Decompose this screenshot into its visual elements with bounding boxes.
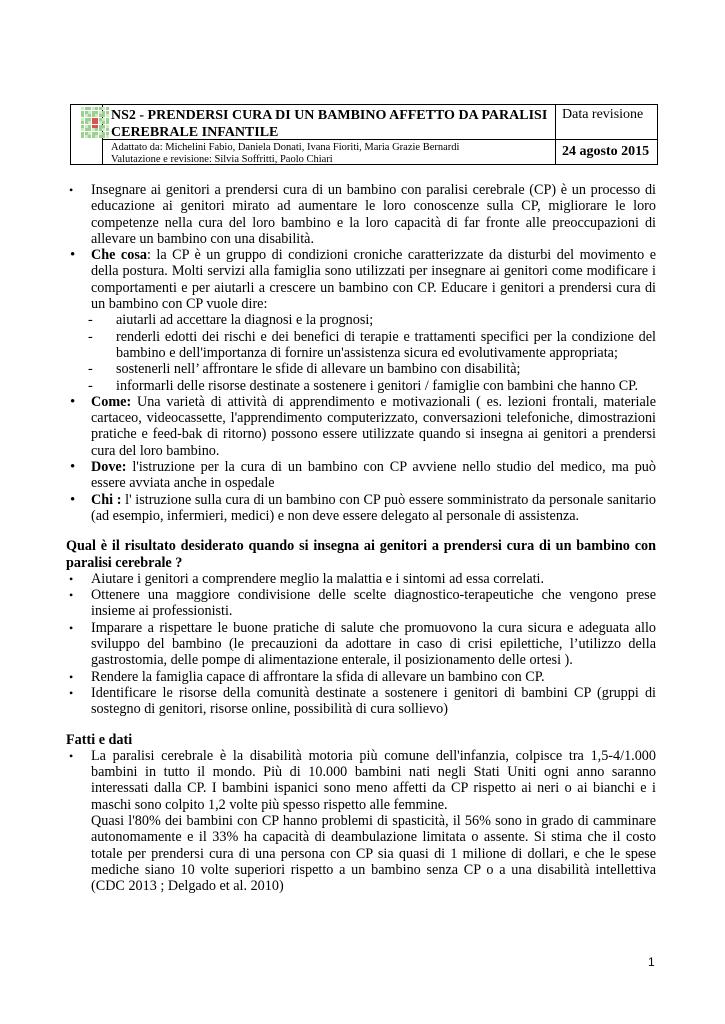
bullet-icon: •: [69, 685, 74, 700]
list-item: [66, 571, 656, 587]
sub-item-text: informarli delle risorse destinate a sostenere i genitori / famiglie con bambini che hanno CP.: [116, 377, 639, 394]
dash-icon: -: [88, 312, 93, 329]
fatti-paragraph: Quasi l'80% dei bambini con CP hanno problemi di spasticità, il 56% sono in grado di camminare autonomamente e il 33% ha capacità di deambulazione limitata o assente. Si stima che il costo totale per prendersi cura di una persona con CP sia quasi di 1 milione di dollari, e che le spese mediche siano 10 volte superiori rispetto a un bambino senza CP o a una disabilità intellettiva (CDC 2013 ; Delgado et al. 2010): [91, 812, 656, 895]
bullet-icon: •: [69, 183, 74, 197]
dove-item: [66, 459, 656, 492]
intro-text: Insegnare ai genitori a prendersi cura di un bambino con paralisi cerebrale (CP) è un processo di educazione ai genitori mirato ad aumentare le loro conoscenze sulla CP, migliorare le loro competenze nella cura del loro bambino e la loro capacità di far fronte alle preoccupazioni di allevare un bambino con una disabilità.: [91, 182, 656, 247]
sub-item: [66, 329, 656, 362]
dove-text: l'istruzione per la cura di un bambino con CP avviene nello studio del medico, ma può essere avviata anche in ospedale: [91, 459, 656, 492]
bullet-icon: •: [70, 393, 76, 410]
dash-icon: -: [88, 328, 93, 345]
list-item: [66, 587, 656, 620]
risultato-heading: Qual è il risultato desiderato quando si insegna ai genitori a prendersi cura di un bambino con paralisi cerebrale ?: [66, 538, 656, 571]
header-table: [70, 104, 658, 165]
come-item: [66, 394, 656, 459]
fatti-item: [66, 748, 656, 895]
document-body: [66, 182, 656, 894]
intro-item: [66, 182, 656, 247]
sub-item-text: sostenerli nell’ affrontare le sfide di allevare un bambino con disabilità;: [116, 361, 521, 378]
chi-text: l' istruzione sulla cura di un bambino con CP può essere somministrato da personale sanitario (ad esempio, infermieri, medici) e non deve essere delegato al personale di assistenza.: [91, 491, 656, 524]
bullet-icon: •: [69, 620, 74, 635]
list-item-text: Aiutare i genitori a comprendere meglio la malattia e i sintomi ad essa correlati.: [91, 570, 545, 587]
come-label: Come:: [91, 393, 132, 410]
che-cosa-label: Che cosa: [91, 247, 147, 264]
page-number: 1: [648, 955, 655, 969]
list-item: [66, 685, 656, 718]
dash-icon: -: [88, 377, 93, 394]
bullet-icon: •: [70, 491, 76, 508]
sub-item: [66, 312, 656, 328]
come-text: Una varietà di attività di apprendimento e motivazionali ( es. lezioni frontali, materiale cartaceo, videocassette, l'apprendimento computerizzato, conversazioni telefoniche, dimostrazioni pratiche e feed-bak di ritorno) possono essere utilizzate quando si insegna ai genitori a prendersi cura del loro bambino.: [91, 393, 656, 459]
dove-label: Dove:: [91, 459, 127, 476]
list-item-text: Imparare a rispettare le buone pratiche di salute che promuovono la cura sicura e adeguata allo sviluppo del bambino (le precauzioni da adottare in caso di crisi epilettiche, l’utilizzo della gastrostomia, delle pompe di alimentazione enterale, il posizionamento delle ortesi ).: [91, 619, 656, 669]
bullet-icon: •: [70, 459, 76, 476]
adapted-by: Adattato da: Michelini Fabio, Daniela Donati, Ivana Fioriti, Maria Grazie Bernardi: [111, 142, 460, 153]
list-item-text: Rendere la famiglia capace di affrontare la sfida di allevare un bambino con CP.: [91, 668, 545, 685]
list-item-text: Ottenere una maggiore condivisione delle scelte diagnostico-terapeutiche che vengono prese insieme ai professionisti.: [91, 587, 656, 620]
fatti-heading: Fatti e dati: [66, 731, 133, 748]
credits: [111, 142, 561, 166]
sub-item-text: aiutarli ad accettare la diagnosi e la prognosi;: [116, 312, 374, 329]
che-cosa-text: : la CP è un gruppo di condizioni croniche caratterizzate da disturbi del movimento e della postura. Molti servizi alla famiglia sono utilizzati per insegnare ai genitori come modificare i comportamenti e per aiutarli a crescere un bambino con CP. Educare i genitori a prendersi cura di un bambino con CP vuole dire:: [91, 247, 656, 313]
revision-date: 24 agosto 2015: [562, 144, 650, 159]
chi-item: [66, 492, 656, 525]
review-by: Valutazione e revisione: Silvia Soffritti, Paolo Chiari: [111, 154, 333, 165]
bullet-icon: •: [69, 571, 74, 586]
revision-label: Data revisione: [562, 107, 644, 122]
bullet-icon: •: [70, 247, 76, 264]
fatti-paragraph: La paralisi cerebrale è la disabilità motoria più comune dell'infanzia, colpisce tra 1,5-4/1.000 bambini in tutto il mondo. Più di 10.000 bambini nati negli Stati Uniti ogni anno saranno interessati dalla CP. I bambini ispanici sono meno affetti da CP rispetto ai neri o ai bianchi e i maschi sono colpito 1,2 volte più spesso rispetto alle femmine.: [91, 747, 656, 813]
sub-item: [66, 378, 656, 394]
bullet-icon: •: [69, 748, 74, 763]
list-item: [66, 620, 656, 669]
sub-item-text: renderli edotti dei rischi e dei benefici di terapie e trattamenti specifici per la condizione del bambino e dell'importanza di fornire un'assistenza sicura ed evolutivamente appropriata;: [116, 328, 656, 361]
logo-dot: [106, 135, 109, 138]
bullet-icon: •: [69, 588, 74, 603]
list-item: [66, 669, 656, 685]
organization-logo: [81, 107, 109, 139]
dash-icon: -: [88, 361, 93, 378]
bullet-icon: •: [69, 669, 74, 684]
sub-item: [66, 361, 656, 377]
document-title: NS2 - PRENDERSI CURA DI UN BAMBINO AFFETTO DA PARALISI CEREBRALE INFANTILE: [111, 108, 548, 140]
chi-label: Chi :: [91, 491, 122, 508]
list-item-text: Identificare le risorse della comunità destinate a sostenere i genitori di bambini CP (gruppi di sostegno di genitori, risorse online, possibilità di cura sollievo): [91, 684, 656, 718]
che-cosa-item: [66, 247, 656, 394]
